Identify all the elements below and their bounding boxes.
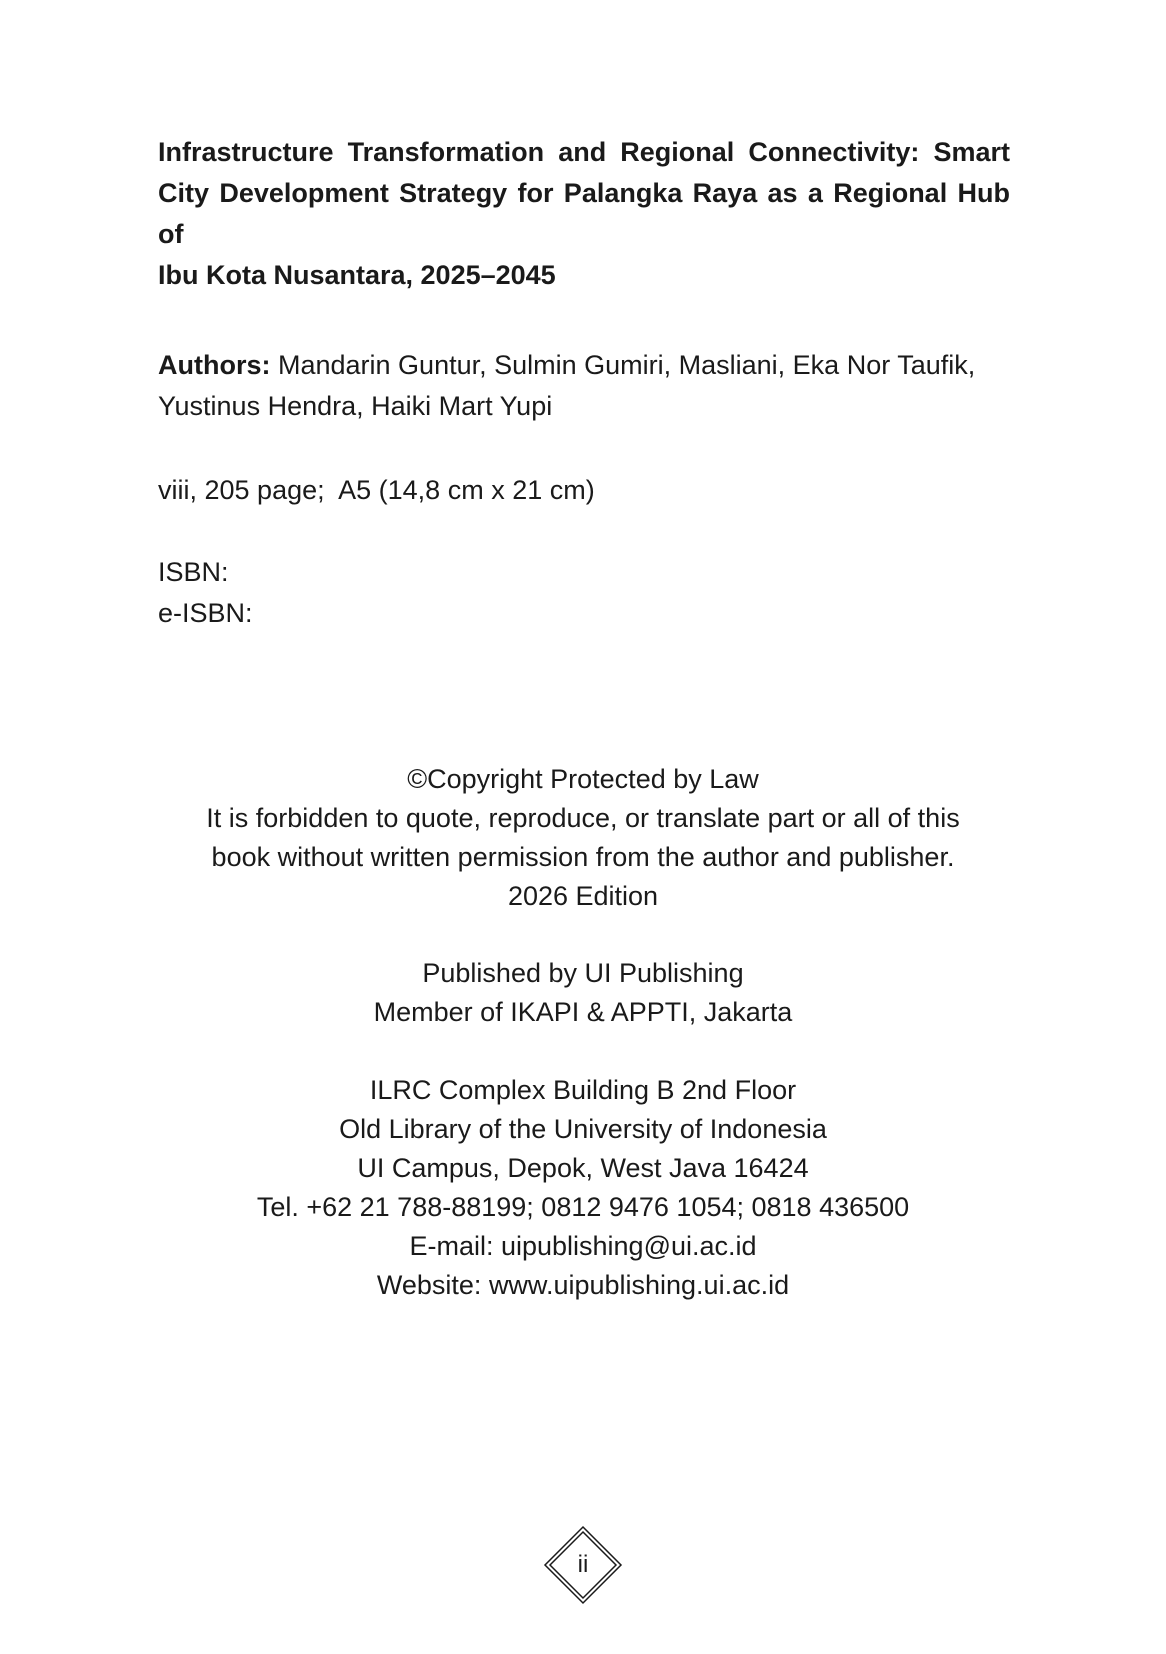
copyright-block	[0, 760, 1166, 916]
address-website: Website: www.uipublishing.ui.ac.id	[376, 1270, 790, 1300]
publisher-block	[0, 954, 1166, 1032]
publisher-membership: Member of IKAPI & APPTI, Jakarta	[373, 997, 793, 1027]
copyright-line-1: ©Copyright Protected by Law	[407, 764, 759, 794]
authors-label: Authors:	[158, 350, 271, 380]
address-phone: Tel. +62 21 788-88199; 0812 9476 1054; 0818 436500	[256, 1192, 910, 1222]
isbn-label: ISBN:	[158, 557, 229, 587]
edition-line: 2026 Edition	[507, 881, 659, 911]
eisbn-label: e-ISBN:	[158, 598, 253, 628]
copyright-line-2: It is forbidden to quote, reproduce, or translate part or all of this	[206, 803, 960, 833]
book-title	[158, 132, 1010, 296]
page-number: ii	[577, 1551, 589, 1578]
address-line-1: ILRC Complex Building B 2nd Floor	[369, 1075, 797, 1105]
authors-names-line-2: Yustinus Hendra, Haiki Mart Yupi	[158, 391, 553, 421]
page-number-badge	[543, 1525, 623, 1605]
book-title-line-1: Infrastructure Transformation and Regional Connectivity: Smart	[158, 137, 1010, 167]
book-title-line-3: Ibu Kota Nusantara, 2025–2045	[158, 260, 556, 290]
publisher-name: Published by UI Publishing	[422, 958, 744, 988]
address-email: E-mail: uipublishing@ui.ac.id	[409, 1231, 757, 1261]
copyright-line-3: book without written permission from the author and publisher.	[211, 842, 955, 872]
book-title-line-2: City Development Strategy for Palangka Raya as a Regional Hub of	[158, 178, 1010, 249]
physical-description: viii, 205 page; A5 (14,8 cm x 21 cm)	[158, 475, 595, 505]
isbn-block	[158, 552, 253, 634]
address-block	[0, 1071, 1166, 1305]
address-line-3: UI Campus, Depok, West Java 16424	[357, 1153, 809, 1183]
authors-names-line-1: Mandarin Guntur, Sulmin Gumiri, Masliani, Eka Nor Taufik,	[270, 350, 976, 380]
authors-block	[158, 345, 1018, 427]
address-line-2: Old Library of the University of Indonesia	[339, 1114, 827, 1144]
